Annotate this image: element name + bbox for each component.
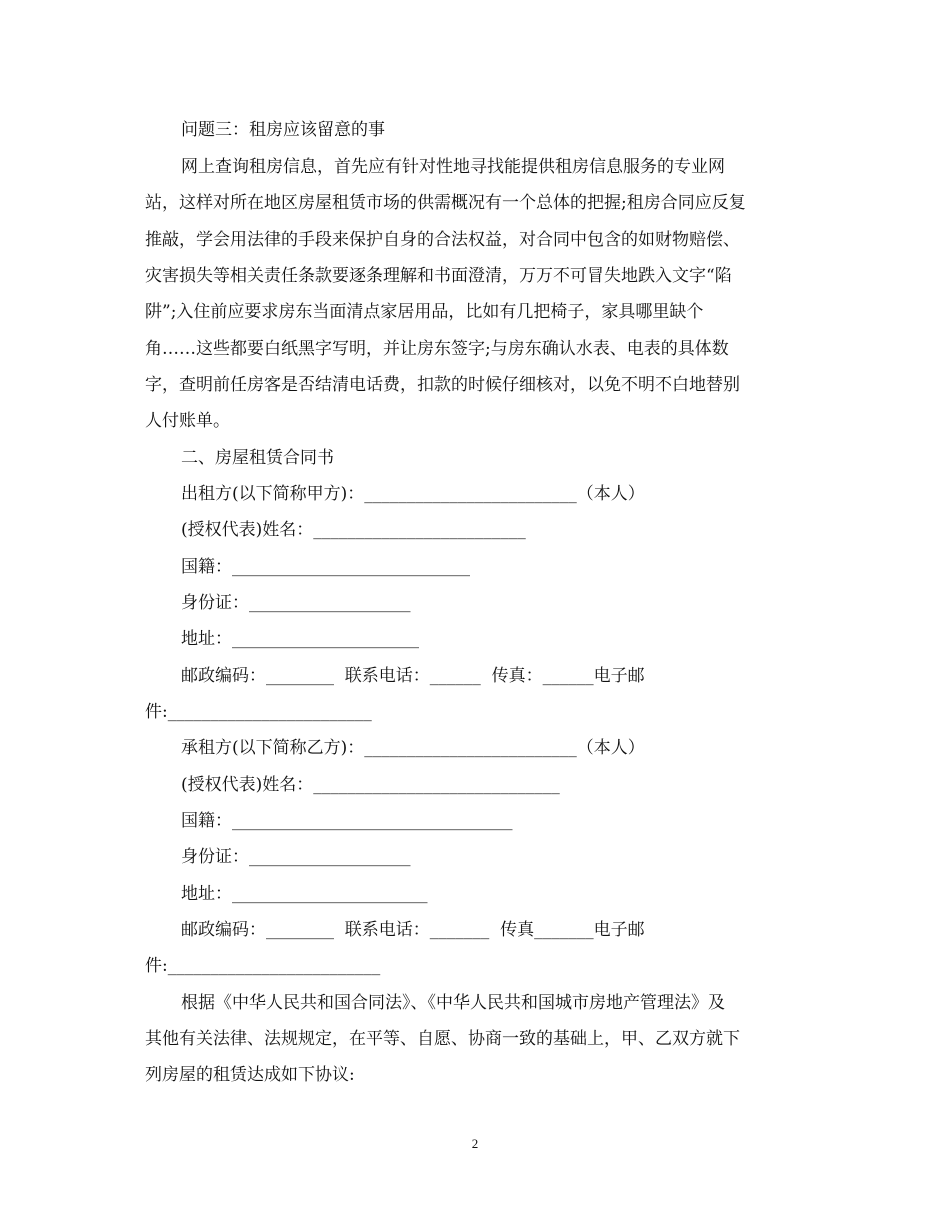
lessee-nationality-field: 国籍：_________________________________	[181, 811, 513, 831]
lessor-contact-fields: 邮政编码：________ 联系电话：______ 传真：______电子邮	[181, 666, 645, 686]
paragraph-line: 角……这些都要白纸黑字写明，并让房东签字;与房东确认水表、电表的具体数	[145, 339, 729, 359]
lessor-representative-field: (授权代表)姓名：_________________________	[181, 520, 526, 540]
paragraph-line: 列房屋的租赁达成如下协议:	[145, 1065, 355, 1085]
paragraph-line: 站，这样对所在地区房屋租赁市场的供需概况有一个总体的把握;租房合同应反复	[145, 193, 746, 213]
lessee-contact-fields: 邮政编码：________ 联系电话：_______ 传真_______电子邮	[181, 920, 645, 940]
lessor-address-field: 地址：______________________	[181, 629, 419, 649]
lessor-email-field: 件:________________________	[145, 702, 372, 722]
section-heading-question-three: 问题三：租房应该留意的事	[181, 120, 385, 140]
paragraph-line: 灾害损失等相关责任条款要逐条理解和书面澄清，万万不可冒失地跌入文字“陷	[145, 266, 732, 286]
paragraph-line: 字，查明前任房客是否结清电话费，扣款的时候仔细核对，以免不明不白地替别	[145, 375, 740, 395]
lessee-id-field: 身份证：___________________	[181, 847, 411, 867]
paragraph-line: 根据《中华人民共和国合同法》、《中华人民共和国城市房地产管理法》及	[181, 993, 725, 1013]
paragraph-line: 推敲，学会用法律的手段来保护自身的合法权益，对合同中包含的如财物赔偿、	[145, 230, 740, 250]
paragraph-line: 其他有关法律、法规规定，在平等、自愿、协商一致的基础上，甲、乙双方就下	[145, 1029, 740, 1049]
lessee-field: 承租方(以下简称乙方)：_________________________（本人）	[181, 738, 645, 758]
lessor-field: 出租方(以下简称甲方)：_________________________（本人）	[181, 484, 645, 504]
lessee-address-field: 地址：_______________________	[181, 884, 428, 904]
section-heading-lease-contract: 二、房屋租赁合同书	[181, 448, 334, 468]
lessee-email-field: 件:_________________________	[145, 956, 381, 976]
paragraph-line: 阱”;入住前应要求房东当面清点家居用品，比如有几把椅子，家具哪里缺个	[145, 302, 704, 322]
lessor-nationality-field: 国籍：____________________________	[181, 557, 470, 577]
lessee-representative-field: (授权代表)姓名：_____________________________	[181, 775, 560, 795]
lessor-id-field: 身份证：___________________	[181, 593, 411, 613]
page-number: 2	[471, 1136, 479, 1151]
paragraph-line: 网上查询租房信息，首先应有针对性地寻找能提供租房信息服务的专业网	[181, 157, 725, 177]
paragraph-line: 人付账单。	[145, 411, 230, 431]
